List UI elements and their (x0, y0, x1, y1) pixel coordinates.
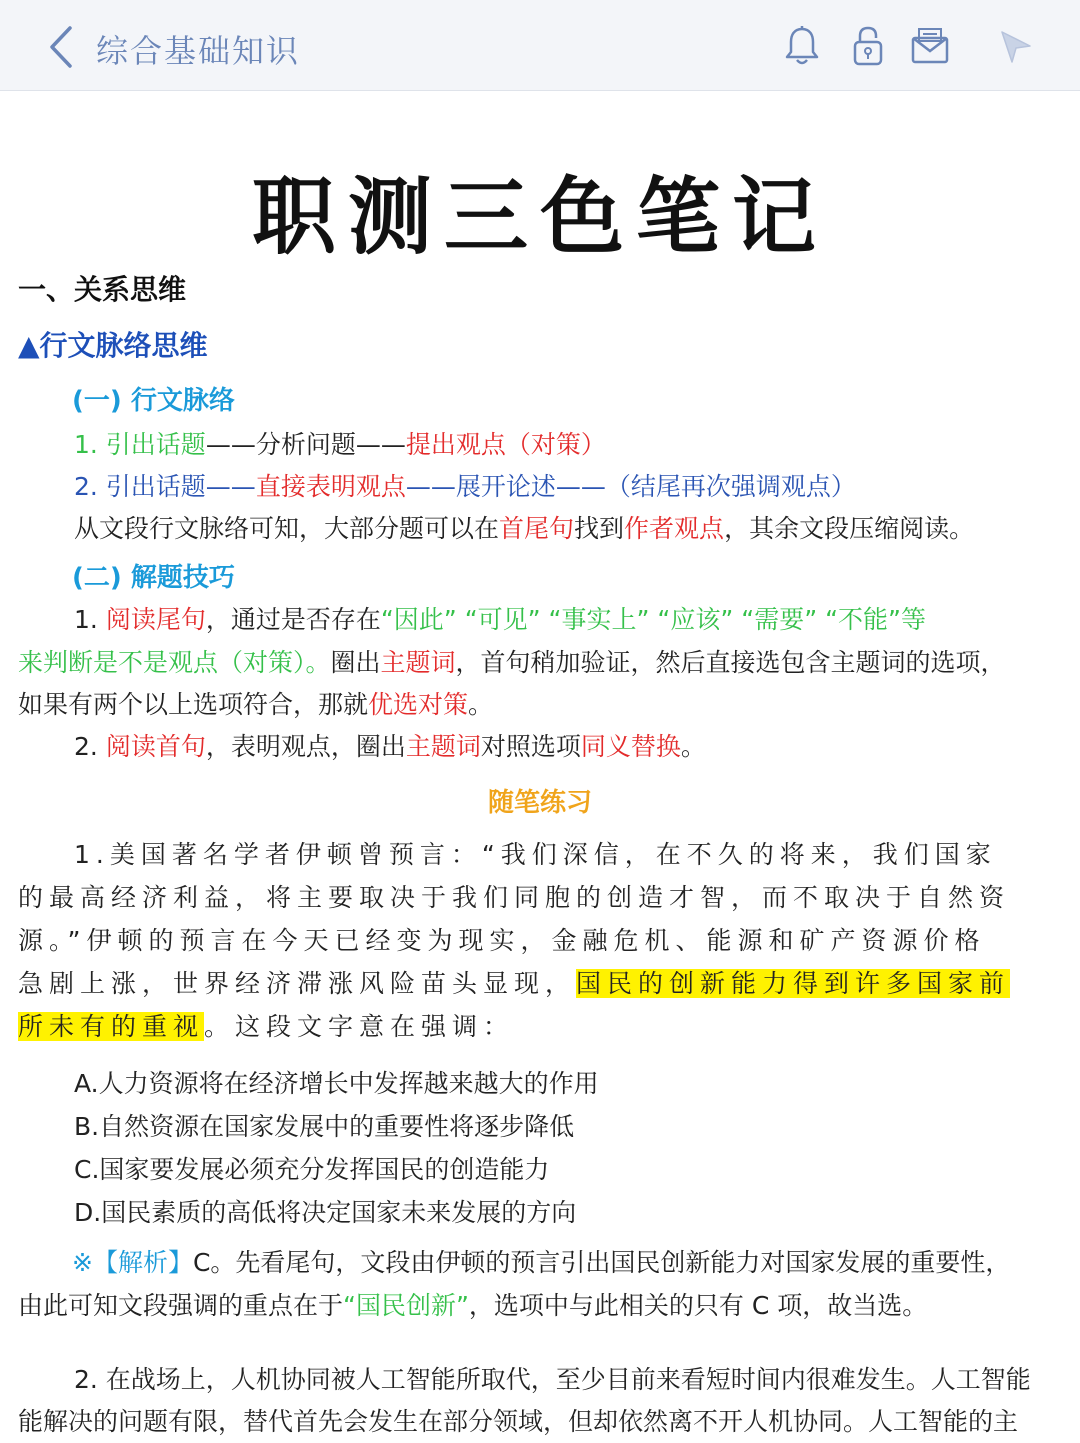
text-span: ——展开论述——（结尾再次强调观点） (405, 472, 856, 501)
send-icon[interactable] (996, 24, 1036, 68)
practice-heading: 随笔练习 (487, 788, 592, 818)
question-line (18, 964, 1010, 1000)
top-bar (0, 0, 1080, 91)
text-span: 急剧上涨，世界经济滞涨风险苗头显现， (18, 969, 577, 998)
text-span: ，通过是否存在 (205, 605, 381, 634)
option-d: D.国民素质的高低将决定国家未来发展的方向 (74, 1198, 577, 1227)
option-b: B.自然资源在国家发展中的重要性将逐步降低 (74, 1112, 575, 1141)
text-span: 如果有两个以上选项符合，那就 (18, 690, 369, 719)
text-span: 2. (74, 732, 106, 761)
text-span: 首尾句 (499, 514, 575, 543)
section-heading: 一、关系思维 (18, 273, 187, 306)
text-span: 来判断是不是观点（对策）。 (18, 648, 331, 677)
question-line: 2. 在战场上，人机协同被人工智能所取代，至少目前来看短时间内很难发生。人工智能 (74, 1365, 1031, 1394)
question-line (18, 1007, 514, 1043)
text-span: ——分析问题—— (205, 430, 406, 459)
text-line (74, 600, 926, 636)
highlight-span: 所未有的重视 (18, 1012, 205, 1041)
question-line: 能解决的问题有限，替代首先会发生在部分领域，但却依然离不开人机协同。人工智能的主 (18, 1407, 1019, 1436)
question-line: 的最高经济利益，将主要取决于我们同胞的创造才智，而不取决于自然资 (18, 883, 1011, 912)
text-line (18, 685, 493, 721)
text-line (74, 425, 606, 461)
text-line (74, 467, 856, 503)
text-span: 优选对策 (368, 690, 469, 719)
text-span: 提出观点（对策） (405, 430, 606, 459)
text-span: 直接表明观点 (255, 472, 406, 501)
text-span: 主题词 (380, 648, 456, 677)
text-span: 对照选项 (480, 732, 581, 761)
part-heading-2: (二) 解题技巧 (72, 563, 235, 593)
text-span: 同义替换 (580, 732, 681, 761)
text-span: 主题词 (405, 732, 481, 761)
text-span: ，选项中与此相关的只有 C 项，故当选。 (468, 1291, 928, 1320)
text-span: 。 (468, 690, 494, 719)
highlight-span: 国民的创新能力得到许多国家前 (576, 969, 1011, 998)
text-span: 由此可知文段强调的重点在于 (18, 1291, 344, 1320)
text-span: 从文段行文脉络可知，大部分题可以在 (74, 514, 500, 543)
lock-icon[interactable] (848, 24, 888, 68)
answer-line (18, 1286, 927, 1322)
part-heading-1: (一) 行文脉络 (72, 386, 235, 416)
inbox-icon[interactable] (909, 24, 951, 68)
text-span: ，表明观点，圈出 (205, 732, 406, 761)
text-span: 作者观点 (624, 514, 725, 543)
text-line (74, 727, 706, 763)
option-a: A.人力资源将在经济增长中发挥越来越大的作用 (74, 1069, 599, 1098)
text-span: 2. 引出话题—— (74, 472, 256, 501)
text-line (18, 643, 1006, 679)
back-icon[interactable] (44, 24, 78, 70)
text-span: “因此” “可见” “事实上” “应该” “需要” “不能”等 (380, 605, 926, 634)
text-span: ※【解析】 (72, 1248, 193, 1277)
page-title: 综合基础知识 (96, 32, 301, 70)
subsection-heading: ▲行文脉络思维 (18, 329, 208, 362)
text-span: “国民创新” (343, 1291, 469, 1320)
text-span: ，首句稍加验证，然后直接选包含主题词的选项， (455, 648, 1006, 677)
text-span: 圈出 (330, 648, 381, 677)
text-line (74, 509, 974, 545)
text-span: 阅读首句 (105, 732, 206, 761)
document-title: 职测三色笔记 (251, 168, 828, 266)
text-span: 。这段文字意在强调： (204, 1012, 515, 1041)
text-span: 1. (74, 605, 106, 634)
question-line: 1.美国著名学者伊顿曾预言：“我们深信，在不久的将来，我们国家 (74, 840, 997, 869)
text-span: ，其余文段压缩阅读。 (724, 514, 975, 543)
answer-line (72, 1243, 1010, 1279)
option-c: C.国家要发展必须充分发挥国民的创造能力 (74, 1155, 550, 1184)
text-span: 。 (680, 732, 706, 761)
note-content (0, 92, 1080, 1443)
question-line: 源。”伊顿的预言在今天已经变为现实，金融危机、能源和矿产资源价格 (18, 926, 986, 955)
text-span: 阅读尾句 (105, 605, 206, 634)
text-span: 找到 (574, 514, 625, 543)
bell-icon[interactable] (782, 24, 822, 68)
text-span: 1. 引出话题 (74, 430, 206, 459)
text-span: C。先看尾句，文段由伊顿的预言引出国民创新能力对国家发展的重要性， (192, 1248, 1011, 1277)
